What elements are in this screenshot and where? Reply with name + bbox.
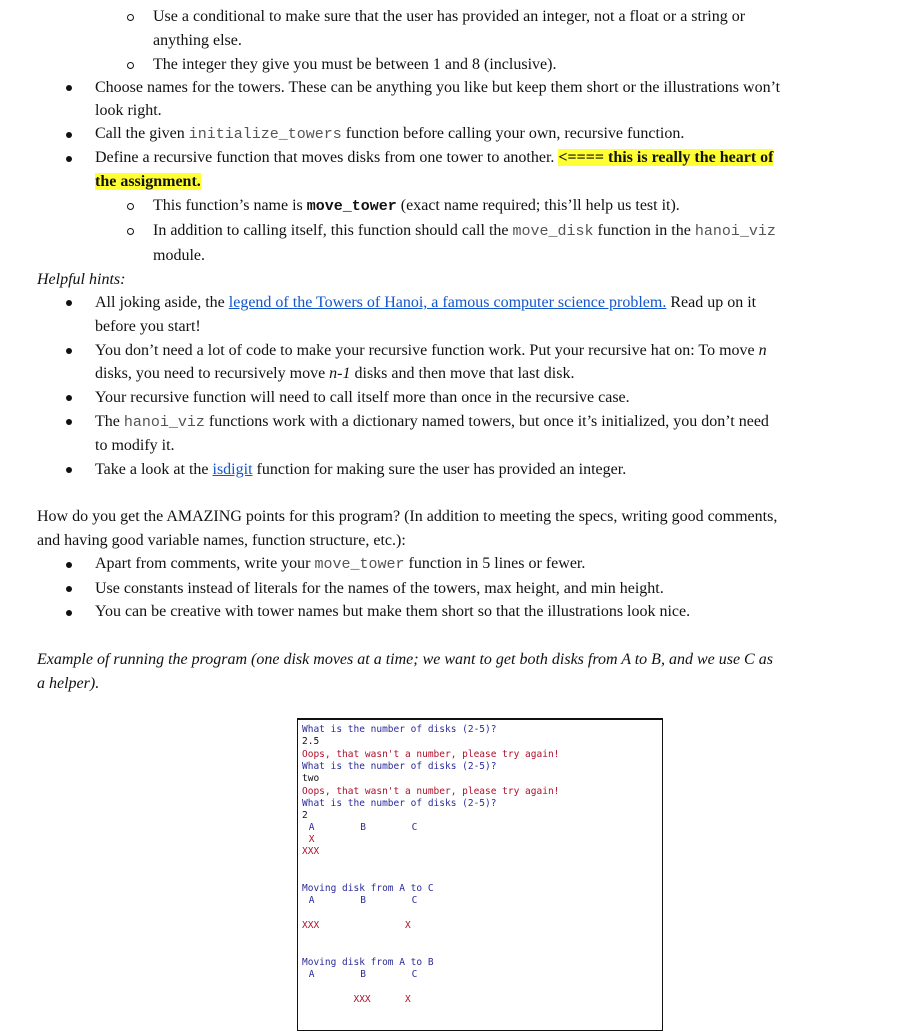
hint4-line1 bbox=[95, 412, 769, 433]
req-sub4-mid: function in the bbox=[593, 222, 695, 239]
move-message: Moving disk from A to C bbox=[302, 883, 434, 894]
sub-bullet bbox=[127, 62, 134, 69]
code-move-disk: move_disk bbox=[512, 223, 594, 240]
req-b2 bbox=[95, 124, 684, 145]
isdigit-link[interactable]: isdigit bbox=[212, 461, 253, 478]
req-b1-line1: Choose names for the towers. These can be anything you like but keep them short or the illustrations won’t bbox=[95, 79, 781, 96]
sub-bullet bbox=[127, 203, 134, 210]
hint2-text: You don’t need a lot of code to make your recursive function work. Put your recursive hat on: To move bbox=[95, 342, 759, 359]
tower-row: XXX X bbox=[302, 994, 411, 1005]
hint2-n: n bbox=[758, 342, 767, 359]
req-b1-line2: look right. bbox=[95, 102, 162, 119]
hint5-pre: Take a look at the bbox=[95, 461, 213, 478]
terminal-input: 2.5 bbox=[302, 736, 320, 747]
bullet bbox=[66, 395, 72, 401]
hint3: Your recursive function will need to call itself more than once in the recursive case. bbox=[95, 389, 630, 406]
bullet bbox=[66, 419, 72, 425]
terminal-output bbox=[297, 718, 663, 1031]
bullet bbox=[66, 132, 72, 138]
hint2-b-post: disks and then move that last disk. bbox=[350, 365, 575, 382]
req-b3-pre: Define a recursive function that moves disks from one tower to another. bbox=[95, 149, 559, 166]
bullet bbox=[66, 610, 72, 616]
terminal-prompt: What is the number of disks (2-5)? bbox=[302, 798, 497, 809]
sub-bullet bbox=[127, 14, 134, 21]
code-initialize-towers: initialize_towers bbox=[188, 126, 342, 143]
req-sub3-post: (exact name required; this’ll help us test it). bbox=[396, 197, 680, 214]
amazing-intro-line2: and having good variable names, function structure, etc.): bbox=[37, 532, 406, 549]
move-message: Moving disk from A to B bbox=[302, 957, 434, 968]
terminal-error: Oops, that wasn't a number, please try again! bbox=[302, 749, 560, 760]
terminal-prompt: What is the number of disks (2-5)? bbox=[302, 761, 497, 772]
hint4-line2: to modify it. bbox=[95, 437, 175, 454]
tower-header: A B C bbox=[303, 822, 418, 833]
req-sub1-line1: Use a conditional to make sure that the user has provided an integer, not a float or a string or bbox=[153, 8, 746, 25]
req-sub4-line2: module. bbox=[153, 247, 205, 264]
hint2-b-pre: disks, you need to recursively move bbox=[95, 365, 330, 382]
tower-row: XXX X bbox=[302, 920, 411, 931]
terminal-error: Oops, that wasn't a number, please try again! bbox=[302, 786, 560, 797]
req-sub3 bbox=[153, 196, 680, 217]
req-b2-post: function before calling your own, recursive function. bbox=[341, 125, 685, 142]
bullet bbox=[66, 467, 72, 473]
code-move-tower: move_tower bbox=[306, 198, 397, 215]
hint4-post: functions work with a dictionary named towers, but once it’s initialized, you don’t need bbox=[204, 413, 769, 430]
bullet bbox=[66, 300, 72, 306]
amazing1-post: function in 5 lines or fewer. bbox=[404, 555, 586, 572]
highlight-assignment: the assignment. bbox=[95, 173, 201, 190]
hint2-line1 bbox=[95, 341, 767, 361]
tower-row: XXX bbox=[302, 846, 320, 857]
code-move-tower: move_tower bbox=[314, 556, 405, 573]
hint2-n-minus-1: n-1 bbox=[329, 365, 351, 382]
req-sub2: The integer they give you must be between 1 and 8 (inclusive). bbox=[153, 56, 557, 73]
hint1-line1 bbox=[95, 293, 756, 313]
example-caption-line1: Example of running the program (one disk moves at a time; we want to get both disks from A to B, and we use C as bbox=[37, 651, 773, 668]
bullet bbox=[66, 348, 72, 354]
amazing1-pre: Apart from comments, write your bbox=[95, 555, 315, 572]
hint1-post: Read up on it bbox=[666, 294, 757, 311]
tower-row: X bbox=[303, 834, 315, 845]
req-b2-pre: Call the given bbox=[95, 125, 189, 142]
req-sub3-pre: This function’s name is bbox=[153, 197, 307, 214]
towers-of-hanoi-link[interactable]: legend of the Towers of Hanoi, a famous computer science problem. bbox=[228, 294, 667, 311]
hints-heading: Helpful hints: bbox=[37, 271, 126, 288]
hint5-post: function for making sure the user has provided an integer. bbox=[252, 461, 627, 478]
req-sub4-line1 bbox=[153, 221, 776, 242]
req-b3-line2 bbox=[95, 172, 201, 192]
terminal-input: two bbox=[302, 773, 320, 784]
hint5 bbox=[95, 460, 626, 480]
tower-header: A B C bbox=[303, 969, 418, 980]
terminal-input: 2 bbox=[302, 810, 308, 821]
amazing1 bbox=[95, 554, 585, 575]
bullet bbox=[66, 562, 72, 568]
hint1-pre: All joking aside, the bbox=[95, 294, 229, 311]
hint2-line2 bbox=[95, 364, 574, 384]
req-sub4-pre: In addition to calling itself, this function should call the bbox=[153, 222, 513, 239]
hint4-pre: The bbox=[95, 413, 124, 430]
amazing-intro-line1: How do you get the AMAZING points for this program? (In addition to meeting the specs, writing good comments, bbox=[37, 508, 778, 525]
code-hanoi-viz: hanoi_viz bbox=[694, 223, 776, 240]
hint1-line2: before you start! bbox=[95, 318, 201, 335]
req-b3-line1 bbox=[95, 148, 773, 168]
terminal-prompt: What is the number of disks (2-5)? bbox=[302, 724, 497, 735]
bullet bbox=[66, 85, 72, 91]
bullet bbox=[66, 156, 72, 162]
amazing2: Use constants instead of literals for the names of the towers, max height, and min height. bbox=[95, 580, 664, 597]
example-caption-line2: a helper). bbox=[37, 675, 100, 692]
highlight-heart: <==== this is really the heart of bbox=[558, 149, 774, 166]
amazing3: You can be creative with tower names but make them short so that the illustrations look nice. bbox=[95, 603, 691, 620]
code-hanoi-viz: hanoi_viz bbox=[123, 414, 205, 431]
bullet bbox=[66, 586, 72, 592]
req-sub1-line2: anything else. bbox=[153, 32, 242, 49]
tower-header: A B C bbox=[303, 895, 418, 906]
sub-bullet bbox=[127, 228, 134, 235]
